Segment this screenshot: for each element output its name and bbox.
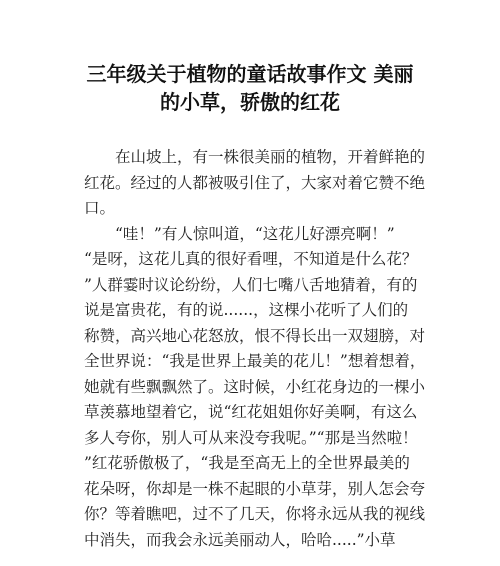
body-line: 称赞，高兴地心花怒放，恨不得长出一双翅膀，对 xyxy=(84,326,426,345)
document-title xyxy=(60,60,440,116)
body-line: 你？等着瞧吧，过不了几天，你将永远从我的视线 xyxy=(84,505,426,523)
body-line: 红花。经过的人都被吸引住了，大家对着它赞不绝 xyxy=(84,173,426,192)
document-body xyxy=(84,145,424,553)
body-line: 她就有些飘飘然了。这时候，小红花身边的一棵小 xyxy=(84,377,426,396)
title-line: 的小草，骄傲的红花 xyxy=(160,90,340,114)
body-line: 在山坡上，有一株很美丽的植物，开着鲜艳的 xyxy=(84,148,426,166)
body-line: “是呀，这花儿真的很好看哩，不知道是什么花？ xyxy=(84,250,418,268)
body-line: 说是富贵花，有的说......，这棵小花听了人们的 xyxy=(84,301,409,319)
title-line: 三年级关于植物的童话故事作文 美丽 xyxy=(86,62,414,86)
body-line: ”红花骄傲极了，“我是至高无上的全世界最美的 xyxy=(84,454,410,472)
body-line: 口。 xyxy=(84,199,116,217)
body-line: 花朵呀，你却是一株不起眼的小草芽，别人怎会夸 xyxy=(84,479,426,498)
body-line: 中消失，而我会永远美丽动人，哈哈.....”小草 xyxy=(84,530,396,549)
body-line: 草羡慕地望着它，说“红花姐姐你好美啊，有这么 xyxy=(84,403,418,421)
body-line: 全世界说：“我是世界上最美的花儿！”想着想着， xyxy=(84,352,426,370)
body-line: ”人群霎时议论纷纷，人们七嘴八舌地猜着，有的 xyxy=(84,275,418,294)
body-line: 多人夸你，别人可从来没夸我呢。”“那是当然啦！ xyxy=(84,428,418,447)
body-line: “哇！”有人惊叫道，“这花儿好漂亮啊！” xyxy=(84,224,395,243)
